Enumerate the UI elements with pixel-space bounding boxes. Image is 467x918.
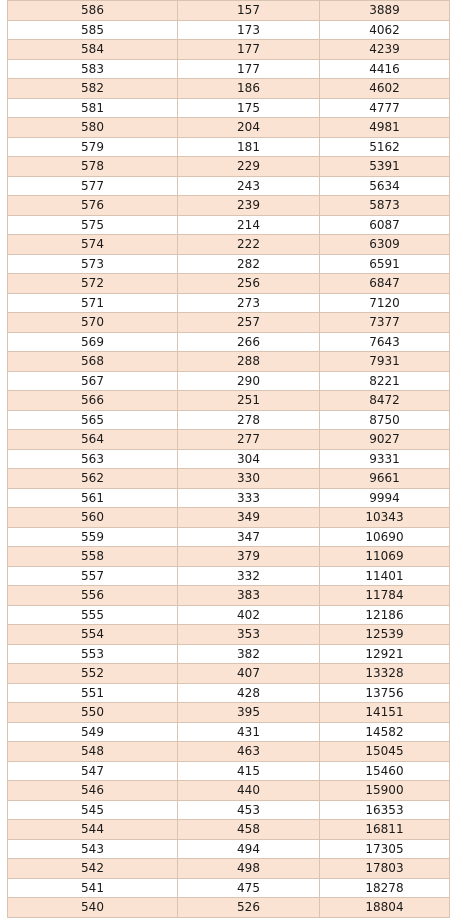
- cumulative-cell: 9661: [320, 469, 450, 489]
- score-cell: 574: [8, 235, 178, 255]
- count-cell: 428: [178, 683, 320, 703]
- score-cell: 579: [8, 137, 178, 157]
- cumulative-cell: 5873: [320, 196, 450, 216]
- score-cell: 577: [8, 176, 178, 196]
- count-cell: 277: [178, 430, 320, 450]
- cumulative-cell: 5391: [320, 157, 450, 177]
- count-cell: 353: [178, 625, 320, 645]
- table-row: [8, 800, 450, 820]
- score-cell: 573: [8, 254, 178, 274]
- count-cell: 175: [178, 98, 320, 118]
- cumulative-cell: 9027: [320, 430, 450, 450]
- count-cell: 458: [178, 820, 320, 840]
- count-cell: 204: [178, 118, 320, 138]
- score-cell: 541: [8, 878, 178, 898]
- count-cell: 273: [178, 293, 320, 313]
- cumulative-cell: 4777: [320, 98, 450, 118]
- score-cell: 585: [8, 20, 178, 40]
- count-cell: 498: [178, 859, 320, 879]
- score-cell: 571: [8, 293, 178, 313]
- table-row: [8, 293, 450, 313]
- table-row: [8, 118, 450, 138]
- count-cell: 415: [178, 761, 320, 781]
- table-row: [8, 469, 450, 489]
- cumulative-cell: 15460: [320, 761, 450, 781]
- table-row: [8, 586, 450, 606]
- table-row: [8, 235, 450, 255]
- score-table-container: [7, 0, 449, 918]
- cumulative-cell: 9331: [320, 449, 450, 469]
- cumulative-cell: 9994: [320, 488, 450, 508]
- table-row: [8, 820, 450, 840]
- cumulative-cell: 16353: [320, 800, 450, 820]
- table-row: [8, 664, 450, 684]
- count-cell: 382: [178, 644, 320, 664]
- table-row: [8, 1, 450, 21]
- table-row: [8, 761, 450, 781]
- count-cell: 395: [178, 703, 320, 723]
- table-row: [8, 254, 450, 274]
- count-cell: 257: [178, 313, 320, 333]
- table-row: [8, 98, 450, 118]
- cumulative-cell: 3889: [320, 1, 450, 21]
- table-row: [8, 742, 450, 762]
- cumulative-cell: 7931: [320, 352, 450, 372]
- score-cell: 565: [8, 410, 178, 430]
- cumulative-cell: 5162: [320, 137, 450, 157]
- cumulative-cell: 17305: [320, 839, 450, 859]
- cumulative-cell: 11784: [320, 586, 450, 606]
- score-cell: 542: [8, 859, 178, 879]
- score-cell: 540: [8, 898, 178, 918]
- cumulative-cell: 15900: [320, 781, 450, 801]
- score-cell: 560: [8, 508, 178, 528]
- cumulative-cell: 7643: [320, 332, 450, 352]
- score-cell: 543: [8, 839, 178, 859]
- table-row: [8, 859, 450, 879]
- score-cell: 545: [8, 800, 178, 820]
- count-cell: 239: [178, 196, 320, 216]
- count-cell: 379: [178, 547, 320, 567]
- cumulative-cell: 10343: [320, 508, 450, 528]
- score-cell: 563: [8, 449, 178, 469]
- count-cell: 266: [178, 332, 320, 352]
- cumulative-cell: 6591: [320, 254, 450, 274]
- count-cell: 333: [178, 488, 320, 508]
- count-cell: 453: [178, 800, 320, 820]
- table-row: [8, 430, 450, 450]
- table-row: [8, 137, 450, 157]
- score-cell: 572: [8, 274, 178, 294]
- cumulative-cell: 8221: [320, 371, 450, 391]
- score-cell: 561: [8, 488, 178, 508]
- count-cell: 304: [178, 449, 320, 469]
- count-cell: 494: [178, 839, 320, 859]
- score-cell: 556: [8, 586, 178, 606]
- table-row: [8, 488, 450, 508]
- count-cell: 332: [178, 566, 320, 586]
- table-row: [8, 176, 450, 196]
- table-row: [8, 196, 450, 216]
- table-row: [8, 274, 450, 294]
- score-table-body: [8, 1, 450, 918]
- table-row: [8, 410, 450, 430]
- count-cell: 243: [178, 176, 320, 196]
- cumulative-cell: 12186: [320, 605, 450, 625]
- table-row: [8, 625, 450, 645]
- count-cell: 251: [178, 391, 320, 411]
- score-cell: 580: [8, 118, 178, 138]
- score-cell: 557: [8, 566, 178, 586]
- cumulative-cell: 8472: [320, 391, 450, 411]
- cumulative-cell: 6309: [320, 235, 450, 255]
- cumulative-cell: 11069: [320, 547, 450, 567]
- score-cell: 578: [8, 157, 178, 177]
- table-row: [8, 371, 450, 391]
- count-cell: 440: [178, 781, 320, 801]
- cumulative-cell: 12539: [320, 625, 450, 645]
- count-cell: 347: [178, 527, 320, 547]
- table-row: [8, 781, 450, 801]
- cumulative-cell: 14151: [320, 703, 450, 723]
- count-cell: 256: [178, 274, 320, 294]
- count-cell: 383: [178, 586, 320, 606]
- count-cell: 288: [178, 352, 320, 372]
- table-row: [8, 20, 450, 40]
- cumulative-cell: 6087: [320, 215, 450, 235]
- table-row: [8, 527, 450, 547]
- score-cell: 548: [8, 742, 178, 762]
- score-cell: 551: [8, 683, 178, 703]
- score-cell: 564: [8, 430, 178, 450]
- cumulative-cell: 18278: [320, 878, 450, 898]
- cumulative-cell: 13328: [320, 664, 450, 684]
- cumulative-cell: 4062: [320, 20, 450, 40]
- count-cell: 475: [178, 878, 320, 898]
- score-table: [7, 0, 450, 918]
- score-cell: 553: [8, 644, 178, 664]
- cumulative-cell: 4416: [320, 59, 450, 79]
- table-row: [8, 449, 450, 469]
- table-row: [8, 605, 450, 625]
- score-cell: 549: [8, 722, 178, 742]
- table-row: [8, 566, 450, 586]
- cumulative-cell: 6847: [320, 274, 450, 294]
- score-cell: 576: [8, 196, 178, 216]
- count-cell: 463: [178, 742, 320, 762]
- cumulative-cell: 17803: [320, 859, 450, 879]
- count-cell: 431: [178, 722, 320, 742]
- cumulative-cell: 12921: [320, 644, 450, 664]
- cumulative-cell: 18804: [320, 898, 450, 918]
- score-cell: 558: [8, 547, 178, 567]
- count-cell: 330: [178, 469, 320, 489]
- cumulative-cell: 7120: [320, 293, 450, 313]
- table-row: [8, 878, 450, 898]
- count-cell: 349: [178, 508, 320, 528]
- score-cell: 586: [8, 1, 178, 21]
- cumulative-cell: 16811: [320, 820, 450, 840]
- table-row: [8, 898, 450, 918]
- score-cell: 555: [8, 605, 178, 625]
- table-row: [8, 59, 450, 79]
- score-cell: 554: [8, 625, 178, 645]
- table-row: [8, 332, 450, 352]
- table-row: [8, 703, 450, 723]
- table-row: [8, 215, 450, 235]
- cumulative-cell: 4602: [320, 79, 450, 99]
- score-cell: 569: [8, 332, 178, 352]
- count-cell: 157: [178, 1, 320, 21]
- score-cell: 550: [8, 703, 178, 723]
- count-cell: 177: [178, 59, 320, 79]
- cumulative-cell: 11401: [320, 566, 450, 586]
- table-row: [8, 391, 450, 411]
- table-row: [8, 508, 450, 528]
- score-cell: 575: [8, 215, 178, 235]
- score-cell: 583: [8, 59, 178, 79]
- cumulative-cell: 10690: [320, 527, 450, 547]
- table-row: [8, 40, 450, 60]
- score-cell: 544: [8, 820, 178, 840]
- cumulative-cell: 14582: [320, 722, 450, 742]
- cumulative-cell: 13756: [320, 683, 450, 703]
- score-cell: 581: [8, 98, 178, 118]
- table-row: [8, 157, 450, 177]
- count-cell: 229: [178, 157, 320, 177]
- count-cell: 181: [178, 137, 320, 157]
- score-cell: 568: [8, 352, 178, 372]
- cumulative-cell: 5634: [320, 176, 450, 196]
- score-cell: 562: [8, 469, 178, 489]
- score-cell: 559: [8, 527, 178, 547]
- count-cell: 214: [178, 215, 320, 235]
- table-row: [8, 683, 450, 703]
- score-cell: 552: [8, 664, 178, 684]
- count-cell: 177: [178, 40, 320, 60]
- count-cell: 186: [178, 79, 320, 99]
- score-cell: 570: [8, 313, 178, 333]
- count-cell: 173: [178, 20, 320, 40]
- count-cell: 222: [178, 235, 320, 255]
- count-cell: 282: [178, 254, 320, 274]
- score-cell: 584: [8, 40, 178, 60]
- cumulative-cell: 4981: [320, 118, 450, 138]
- table-row: [8, 547, 450, 567]
- table-row: [8, 644, 450, 664]
- cumulative-cell: 8750: [320, 410, 450, 430]
- score-cell: 567: [8, 371, 178, 391]
- score-cell: 547: [8, 761, 178, 781]
- count-cell: 278: [178, 410, 320, 430]
- table-row: [8, 79, 450, 99]
- score-cell: 582: [8, 79, 178, 99]
- count-cell: 290: [178, 371, 320, 391]
- score-cell: 566: [8, 391, 178, 411]
- cumulative-cell: 4239: [320, 40, 450, 60]
- cumulative-cell: 15045: [320, 742, 450, 762]
- table-row: [8, 722, 450, 742]
- table-row: [8, 839, 450, 859]
- count-cell: 407: [178, 664, 320, 684]
- cumulative-cell: 7377: [320, 313, 450, 333]
- table-row: [8, 352, 450, 372]
- count-cell: 526: [178, 898, 320, 918]
- count-cell: 402: [178, 605, 320, 625]
- score-cell: 546: [8, 781, 178, 801]
- table-row: [8, 313, 450, 333]
